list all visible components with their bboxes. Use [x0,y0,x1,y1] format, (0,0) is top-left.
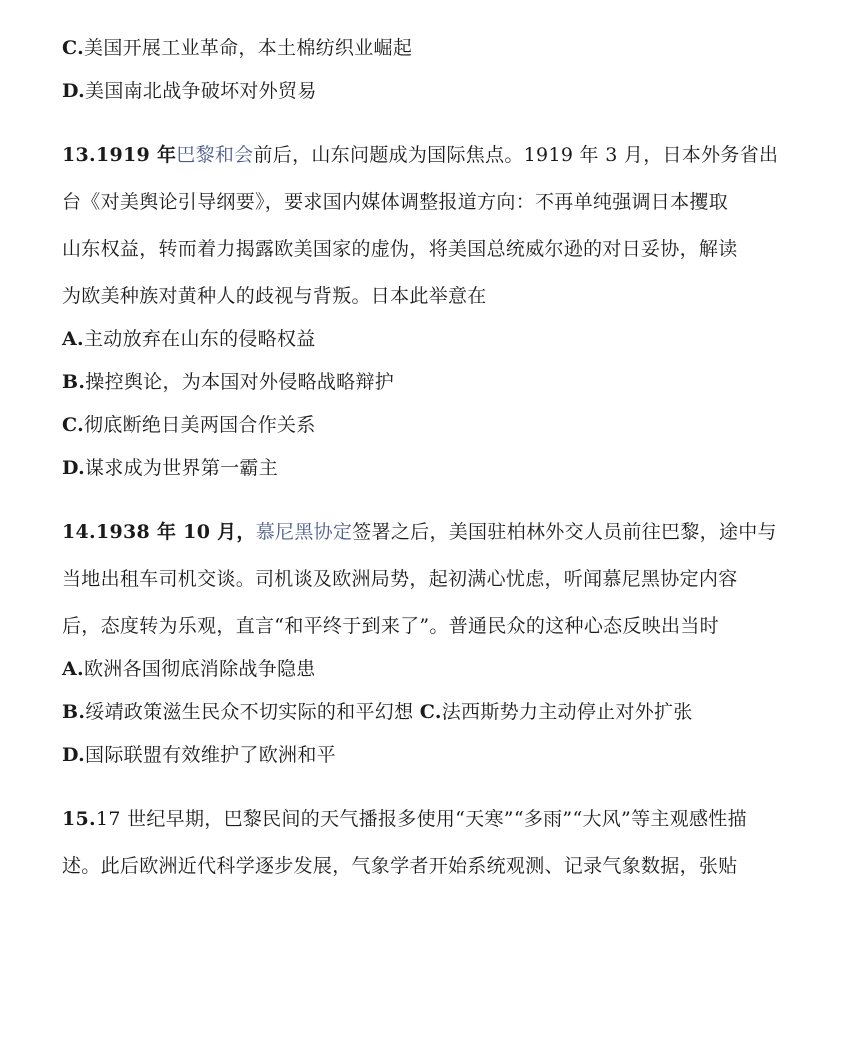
q13-option-a: A.主动放弃在山东的侵略权益 [62,328,316,350]
q13-option-b: B.操控舆论，为本国对外侵略战略辩护 [62,371,395,393]
q14-option-a: A.欧洲各国彻底消除战争隐患 [62,658,316,680]
q14-option-b-c: B.绥靖政策滋生民众不切实际的和平幻想 C.法西斯势力主动停止对外扩张 [62,701,693,723]
q15-stem-line-1: 15.17 世纪早期，巴黎民间的天气播报多使用“天寒”“多雨”“大风”等主观感性描 [62,808,747,830]
q14-option-d: D.国际联盟有效维护了欧洲和平 [62,744,336,766]
exam-page [62,36,782,901]
q13-stem-line-4: 为欧美种族对黄种人的歧视与背叛。日本此举意在 [62,285,487,307]
q12-option-d: D.美国南北战争破坏对外贸易 [62,80,317,102]
q14-stem-line-1: 14.1938 年 10 月，慕尼黑协定签署之后，美国驻柏林外交人员前往巴黎，途中与 [62,521,777,543]
q15-stem-line-2: 述。此后欧洲近代科学逐步发展，气象学者开始系统观测、记录气象数据，张贴 [62,855,738,877]
q12-option-c: C.美国开展工业革命，本土棉纺织业崛起 [62,37,413,59]
q14-stem-line-3: 后，态度转为乐观，直言“和平终于到来了”。普通民众的这种心态反映出当时 [62,615,719,637]
q13-option-d: D.谋求成为世界第一霸主 [62,457,279,479]
q13-stem-line-2: 台《对美舆论引导纲要》，要求国内媒体调整报道方向：不再单纯强调日本攫取 [62,191,729,213]
q13-link-paris-conference[interactable]: 巴黎和会 [176,144,254,166]
q14-link-munich-agreement[interactable]: 慕尼黑协定 [255,521,353,543]
q14-stem-line-2: 当地出租车司机交谈。司机谈及欧洲局势，起初满心忧虑，听闻慕尼黑协定内容 [62,568,738,590]
q13-stem-line-3: 山东权益，转而着力揭露欧美国家的虚伪，将美国总统威尔逊的对日妥协，解读 [62,238,738,260]
q13-stem-line-1: 13.1919 年巴黎和会前后，山东问题成为国际焦点。1919 年 3 月，日本外务省出 [62,144,779,166]
q13-option-c: C.彻底断绝日美两国合作关系 [62,414,316,436]
